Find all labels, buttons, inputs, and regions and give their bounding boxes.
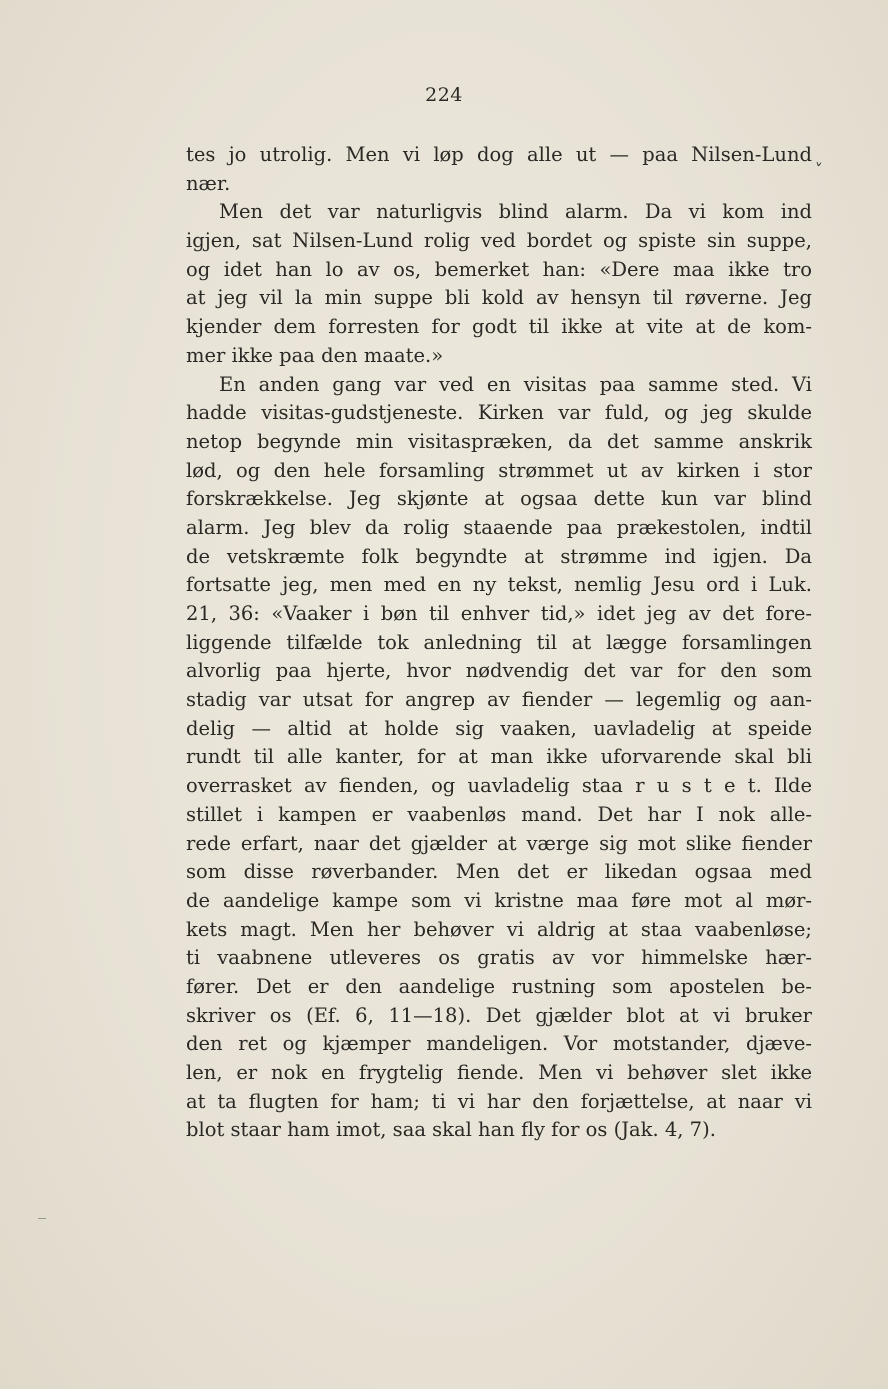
text-line: netop begynde min visitaspræken, da det samme anskrik bbox=[186, 429, 812, 453]
text-line: alvorlig paa hjerte, hvor nødvendig det var for den som bbox=[186, 659, 812, 683]
text-line: fører. Det er den aandelige rustning som apostelen be- bbox=[186, 974, 812, 998]
text-line: stillet i kampen er vaabenløs mand. Det har I nok alle- bbox=[186, 802, 812, 826]
text-line: blot staar ham imot, saa skal han fly for os (Jak. 4, 7). bbox=[186, 1118, 716, 1142]
text-line: rundt til alle kanter, for at man ikke uforvarende skal bli bbox=[186, 745, 812, 769]
text-line: hadde visitas-gudstjeneste. Kirken var fuld, og jeg skulde bbox=[186, 401, 812, 425]
text-line: len, er nok en frygtelig fiende. Men vi behøver slet ikke bbox=[186, 1061, 812, 1084]
page-number: 224 bbox=[425, 84, 463, 106]
text-line: overrasket av fienden, og uavladelig staa r u s t e t. Ilde bbox=[186, 774, 812, 798]
text-line: mer ikke paa den maate.» bbox=[186, 343, 444, 367]
text-line: skriver os (Ef. 6, 11—18). Det gjælder blot at vi bruker bbox=[186, 1003, 812, 1027]
text-line: rede erfart, naar det gjælder at værge sig mot slike fiender bbox=[186, 831, 812, 855]
margin-dash bbox=[38, 1218, 46, 1219]
text-line: ti vaabnene utleveres os gratis av vor himmelske hær- bbox=[186, 946, 812, 970]
text-line: at jeg vil la min suppe bli kold av hensyn til røverne. Jeg bbox=[186, 286, 812, 310]
text-line: 21, 36: «Vaaker i bøn til enhver tid,» idet jeg av det fore- bbox=[186, 602, 812, 625]
text-line: delig — altid at holde sig vaaken, uavladelig at speide bbox=[186, 716, 812, 740]
text-line: alarm. Jeg blev da rolig staaende paa prækestolen, indtil bbox=[186, 515, 812, 539]
text-line: den ret og kjæmper mandeligen. Vor motstander, djæve- bbox=[186, 1032, 812, 1056]
text-line: forskrækkelse. Jeg skjønte at ogsaa dette kun var blind bbox=[186, 487, 812, 511]
text-line: de vetskræmte folk begyndte at strømme ind igjen. Da bbox=[186, 544, 812, 568]
text-line: Men det var naturligvis blind alarm. Da vi kom ind bbox=[219, 200, 812, 224]
margin-pencil-mark: ˅ bbox=[812, 159, 824, 180]
text-line: tes jo utrolig. Men vi løp dog alle ut — paa Nilsen-Lund bbox=[186, 143, 812, 166]
text-line: nær. bbox=[186, 171, 231, 195]
body-text bbox=[186, 141, 812, 1145]
text-line: kjender dem forresten for godt til ikke at vite at de kom- bbox=[186, 315, 812, 339]
text-line: stadig var utsat for angrep av fiender — legemlig og aan- bbox=[186, 688, 812, 712]
text-line: liggende tilfælde tok anledning til at lægge forsamlingen bbox=[186, 630, 812, 654]
text-line: igjen, sat Nilsen-Lund rolig ved bordet og spiste sin suppe, bbox=[186, 229, 812, 253]
text-line: lød, og den hele forsamling strømmet ut av kirken i stor bbox=[186, 458, 812, 482]
text-line: En anden gang var ved en visitas paa samme sted. Vi bbox=[219, 372, 812, 396]
text-line: kets magt. Men her behøver vi aldrig at staa vaabenløse; bbox=[186, 917, 812, 941]
text-line: de aandelige kampe som vi kristne maa føre mot al mør- bbox=[186, 888, 812, 912]
text-line: som disse røverbander. Men det er likedan ogsaa med bbox=[186, 860, 812, 884]
text-line: og idet han lo av os, bemerket han: «Dere maa ikke tro bbox=[186, 257, 812, 281]
text-line: fortsatte jeg, men med en ny tekst, nemlig Jesu ord i Luk. bbox=[186, 573, 812, 597]
text-line: at ta flugten for ham; ti vi har den forjættelse, at naar vi bbox=[186, 1089, 812, 1113]
